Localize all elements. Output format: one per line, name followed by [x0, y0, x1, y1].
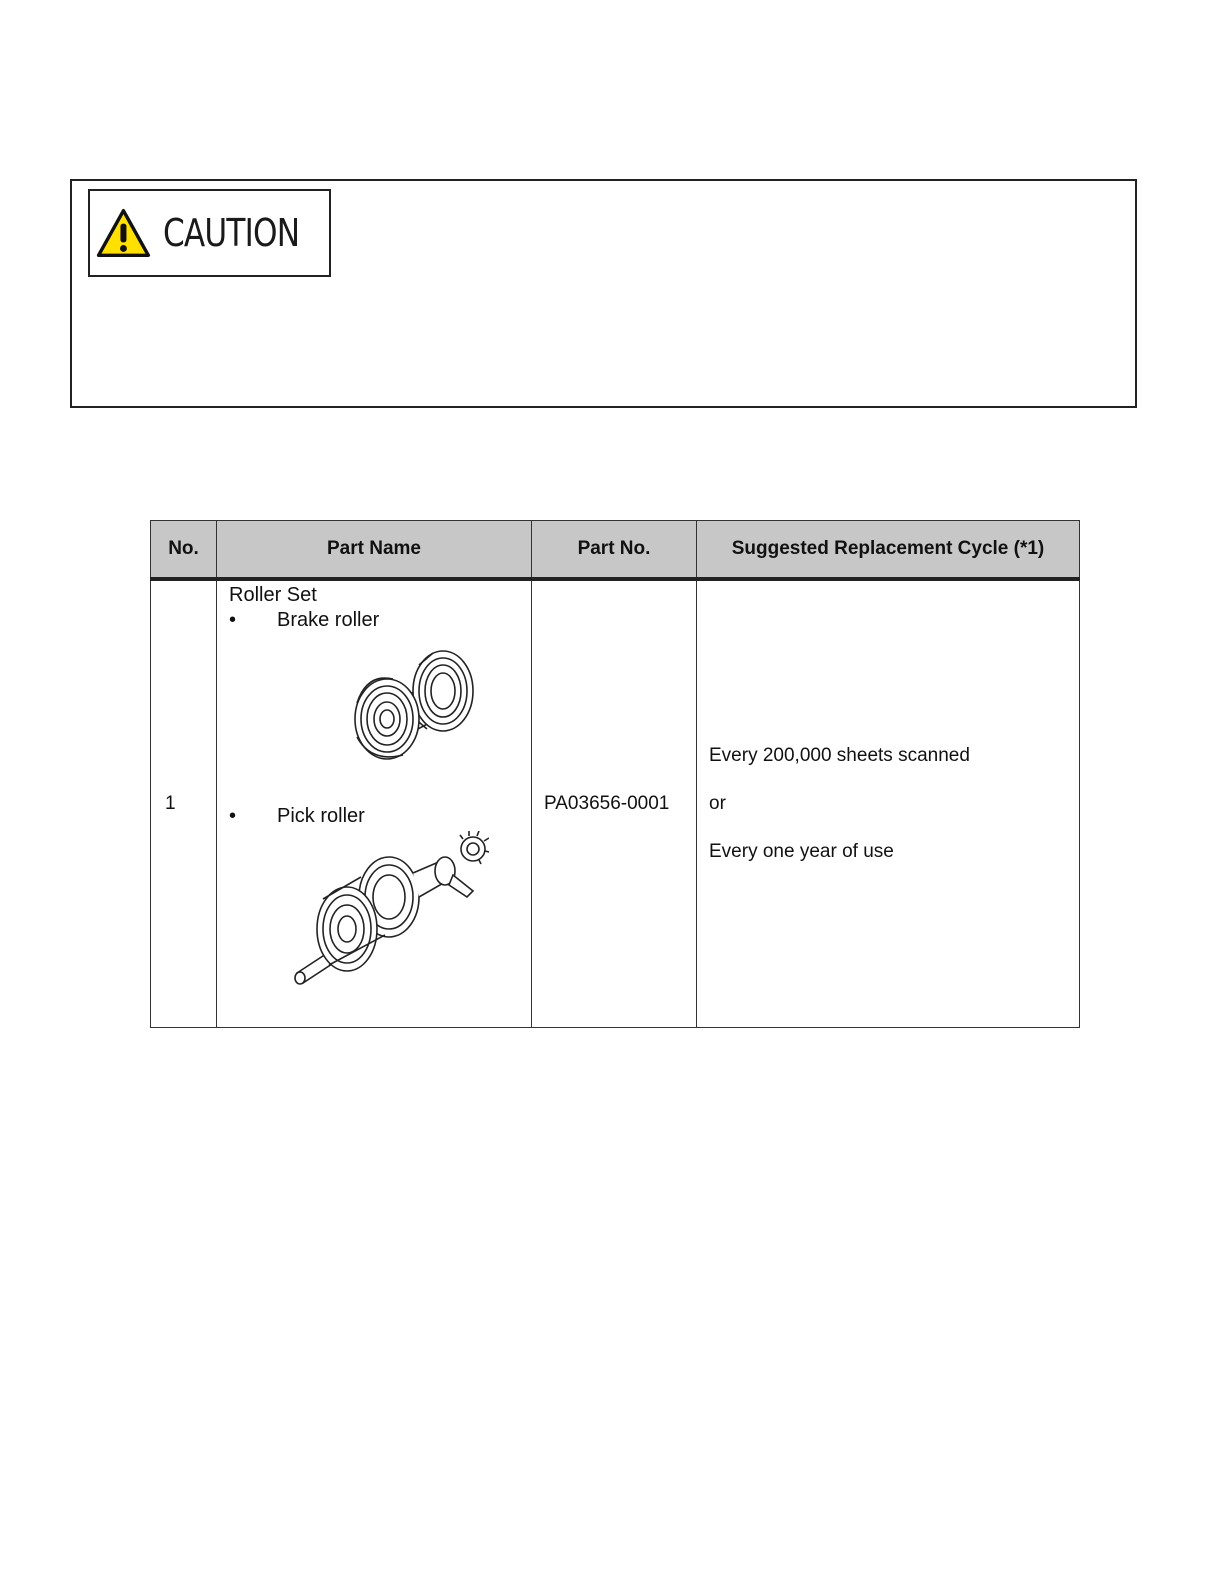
row-no: 1	[151, 579, 217, 1028]
brake-roller-illustration	[347, 643, 477, 761]
warning-triangle-icon	[96, 204, 151, 262]
row-cycle	[697, 579, 1080, 1028]
header-no: No.	[151, 521, 217, 580]
row-part-name	[217, 579, 532, 1028]
caution-text: CAUTION	[162, 211, 300, 255]
header-part-no: Part No.	[532, 521, 697, 580]
bullet: •	[229, 805, 237, 827]
cycle-line-1: Every 200,000 sheets scanned	[709, 745, 970, 766]
caution-box	[70, 179, 1137, 408]
parts-table	[150, 520, 1080, 1028]
cycle-line-2: or	[709, 793, 726, 814]
pick-roller-illustration	[289, 831, 489, 991]
list-item	[229, 609, 379, 632]
table-header-row	[151, 521, 1080, 580]
brake-roller-label: Brake roller	[277, 609, 380, 631]
caution-label	[88, 189, 331, 277]
list-item	[229, 805, 365, 828]
cycle-line-3: Every one year of use	[709, 841, 894, 862]
bullet: •	[229, 609, 237, 631]
table-row	[151, 579, 1080, 1028]
header-part-name: Part Name	[217, 521, 532, 580]
pick-roller-label: Pick roller	[277, 805, 365, 827]
row-part-no: PA03656-0001	[532, 579, 697, 1028]
header-cycle: Suggested Replacement Cycle (*1)	[697, 521, 1080, 580]
part-set-title: Roller Set	[229, 584, 317, 606]
